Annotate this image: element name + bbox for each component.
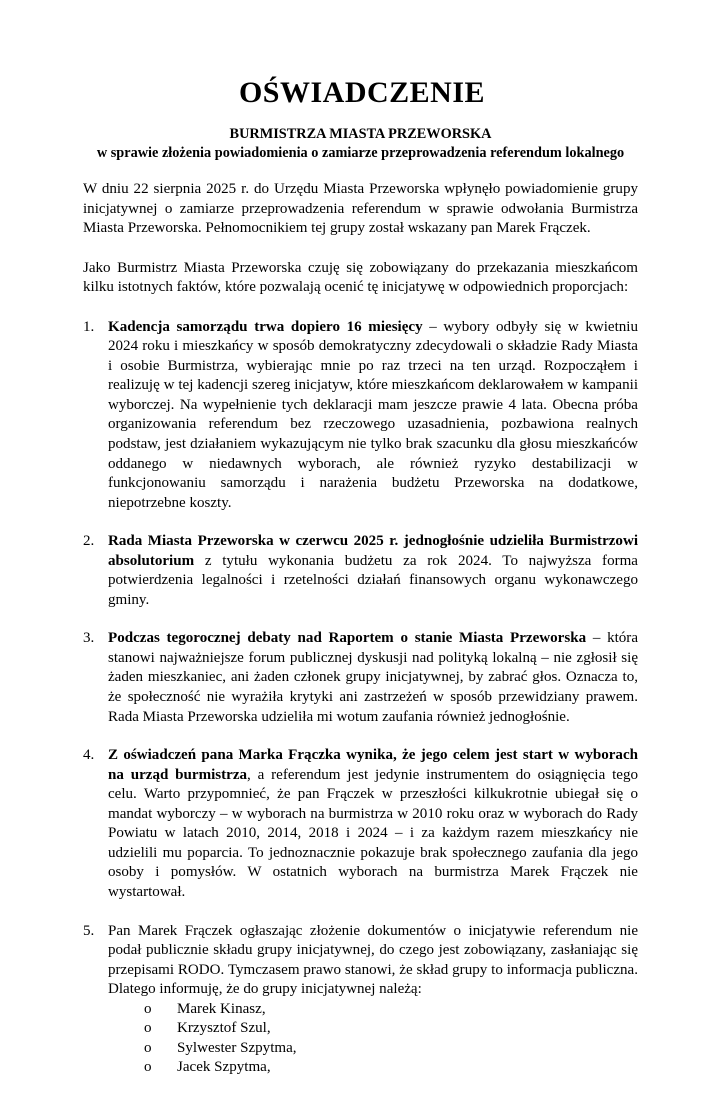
member-name: Sylwester Szpytma, (177, 1039, 297, 1056)
circle-bullet-icon: o (144, 1039, 152, 1056)
item-number: 1. (83, 318, 95, 335)
document-body (83, 180, 638, 1097)
circle-bullet-icon: o (144, 1000, 152, 1017)
list-item (83, 318, 638, 513)
list-item (83, 922, 638, 1078)
item-text: , a referendum jest jedynie instrumentem do osiągnięcia tego celu. Warto przypomnieć, że pan Frączek w przeszłości kilkukrotnie ubiegał się o mandat wyborczy – w wyborach na burmistrza w 2010 roku oraz w wyborach do Rady Powiatu w latach 2010, 2014, 2018 i 2024 – i za każdym razem mieszkańcy nie udzielili mu poparcia. To jednoznacznie pokazuje brak społecznego zaufania dla jego osoby i pomysłów. W ostatnich wyborach na burmistrza Marek Frączek nie wystartował. (108, 766, 638, 900)
item-bold-text: Rada Miasta Przeworska w czerwcu 2025 r. jednogłośnie udzieliła Burmistrzowi absolutorium (108, 533, 638, 569)
circle-bullet-icon: o (144, 1020, 152, 1037)
member-name: Krzysztof Szul, (177, 1020, 271, 1037)
item-number: 3. (83, 630, 95, 647)
item-number: 4. (83, 747, 95, 764)
item-number: 5. (83, 922, 95, 939)
intro-paragraph-1: W dniu 22 sierpnia 2025 r. do Urzędu Miasta Przeworska wpłynęło powiadomienie grupy inicjatywnej o zamiarze przeprowadzenia referendum w sprawie odwołania Burmistrza Miasta Przeworska. Pełnomocnikiem tej grupy został wskazany pan Marek Frączek. (83, 181, 638, 237)
item-text: z tytułu wykonania budżetu za rok 2024. To najwyższa forma potwierdzenia legalności i rzetelności działań finansowych organu wykonawczego gminy. (108, 552, 638, 608)
member-item (144, 1039, 638, 1059)
item-bold-text: Podczas tegorocznej debaty nad Raportem o stanie Miasta Przeworska (108, 630, 587, 647)
list-item (83, 532, 638, 610)
member-item (144, 1058, 638, 1078)
circle-bullet-icon: o (144, 1059, 152, 1076)
document-subtitle (83, 125, 638, 163)
item-text: Pan Marek Frączek ogłaszając złożenie dokumentów o inicjatywie referendum nie podał publicznie składu grupy inicjatywnej, do czego jest zobowiązany, zasłaniając się przepisami RODO. Tymczasem prawo stanowi, że skład grupy to informacja publiczna. Dlatego informuję, że do grupy inicjatywnej należą: (108, 922, 638, 998)
member-item (144, 1000, 638, 1020)
subtitle-line-2: w sprawie złożenia powiadomienia o zamiarze przeprowadzenia referendum lokalnego (96, 145, 625, 161)
member-item (144, 1019, 638, 1039)
item-text: – która stanowi najważniejsze forum publicznej dyskusji nad polityką lokalną – nie zgłosił się żaden mieszkaniec, ani żaden członek grupy inicjatywnej, by zabrać głos. Oznacza to, że społeczność nie wyrażiła krytyki ani zastrzeżeń w sposób przewidziany prawem. Rada Miasta Przeworska udzieliła mi wotum zaufania również jednogłośnie. (108, 630, 639, 725)
item-bold-text: Z oświadczeń pana Marka Frączka wynika, że jego celem jest start w wyborach na urząd burmistrza (108, 747, 638, 783)
document-title: OŚWIADCZENIE (238, 76, 486, 109)
subtitle-line-1: BURMISTRZA MIASTA PRZEWORSKA (229, 126, 492, 142)
item-bold-text: Kadencja samorządu trwa dopiero 16 miesięcy (108, 318, 423, 335)
initiative-group-members (108, 1000, 638, 1078)
numbered-list (83, 318, 638, 1078)
list-item (83, 629, 638, 727)
list-item (83, 746, 638, 902)
intro-paragraph-2: Jako Burmistrz Miasta Przeworska czuję się zobowiązany do przekazania mieszkańcom kilku istotnych faktów, które pozwalają ocenić tę inicjatywę w odpowiednich proporcjach: (83, 259, 638, 296)
item-number: 2. (83, 533, 95, 550)
member-name: Jacek Szpytma, (177, 1059, 271, 1076)
member-name: Marek Kinasz, (177, 1000, 266, 1017)
item-text: – wybory odbyły się w kwietniu 2024 roku i mieszkańcy w sposób demokratyczny zdecydowali o składzie Rady Miasta i osobie Burmistrza, wybierając mnie po raz trzeci na ten urząd. Rozpocząłem i realizuję w tej kadencji szereg inicjatyw, które mieszkańcom deklarowałem w kampanii wyborczej. Na wypełnienie tych deklaracji mam jeszcze prawie 4 lata. Obecna próba organizowania referendum bez rzeczowego uzasadnienia, pozbawiona realnych podstaw, jest działaniem wykazującym nie tylko brak szacunku dla głosu mieszkańców oddanego w niedawnych wyborach, ale również ryzyko destabilizacji w funkcjonowaniu samorządu i narażenia budżetu Przeworska na dodatkowe, niepotrzebne koszty. (108, 318, 638, 511)
